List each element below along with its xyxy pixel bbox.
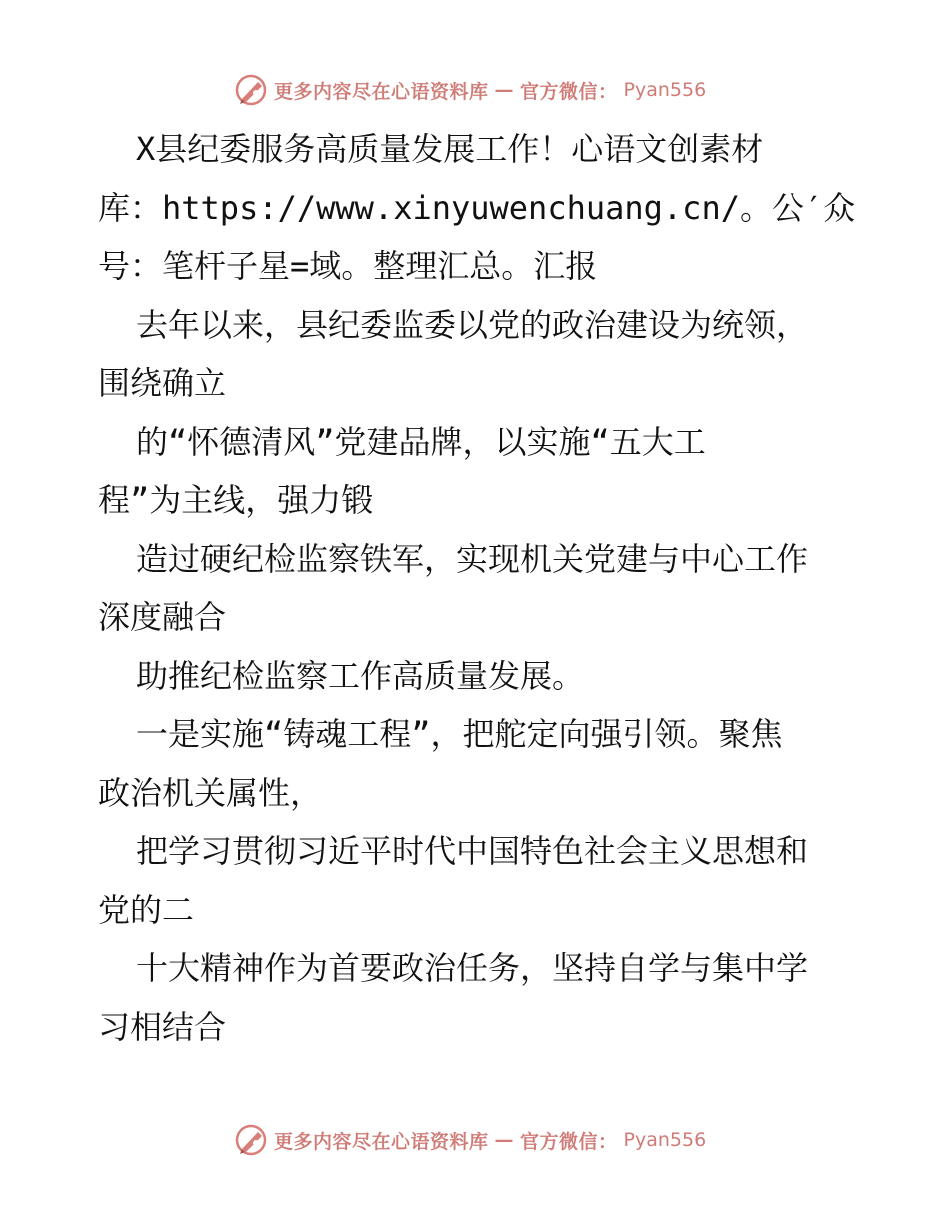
body-line: 号：笔杆子星=域。整理汇总。汇报 — [98, 247, 598, 285]
document-body — [98, 120, 858, 1056]
header-watermark — [234, 72, 706, 108]
body-line: 造过硬纪检监察铁军，实现机关党建与中心工作 — [136, 539, 809, 578]
body-line: 库：https://www.xinyuwenchuang.cn/。公′众 — [98, 188, 856, 227]
watermark-id: Pyan556 — [623, 79, 707, 101]
body-line: 去年以来，县纪委监委以党的政治建设为统领， — [136, 305, 809, 344]
body-line: 助推纪检监察工作高质量发展。 — [136, 656, 585, 695]
body-line: 围绕确立 — [98, 364, 227, 402]
body-line: 十大精神作为首要政治任务，坚持自学与集中学 — [136, 949, 809, 987]
watermark-id: Pyan556 — [623, 1129, 707, 1151]
watermark-label: 官方微信： — [520, 80, 618, 103]
watermark-text: 更多内容尽在心语资料库 — [274, 1130, 489, 1153]
watermark-label: 官方微信： — [520, 1130, 618, 1153]
body-line: 程”为主线，强力锻 — [98, 481, 374, 519]
body-line: 习相结合 — [98, 1007, 227, 1046]
body-line: 的“怀德清风”党建品牌，以实施“五大工 — [136, 422, 706, 461]
body-line: X县纪委服务高质量发展工作！心语文创素材 — [136, 130, 764, 168]
watermark-dash: — — [494, 1129, 515, 1151]
pen-logo-icon — [234, 1123, 268, 1157]
body-line: 党的二 — [98, 890, 195, 929]
pen-logo-icon — [234, 73, 268, 107]
body-line: 深度融合 — [98, 598, 227, 636]
body-line: 一是实施“铸魂工程”，把舵定向强引领。聚焦 — [136, 715, 783, 753]
watermark-dash: — — [494, 79, 515, 101]
footer-watermark — [234, 1122, 706, 1158]
body-line: 把学习贯彻习近平时代中国特色社会主义思想和 — [136, 832, 809, 870]
watermark-text: 更多内容尽在心语资料库 — [274, 80, 489, 103]
body-line: 政治机关属性， — [98, 773, 323, 812]
